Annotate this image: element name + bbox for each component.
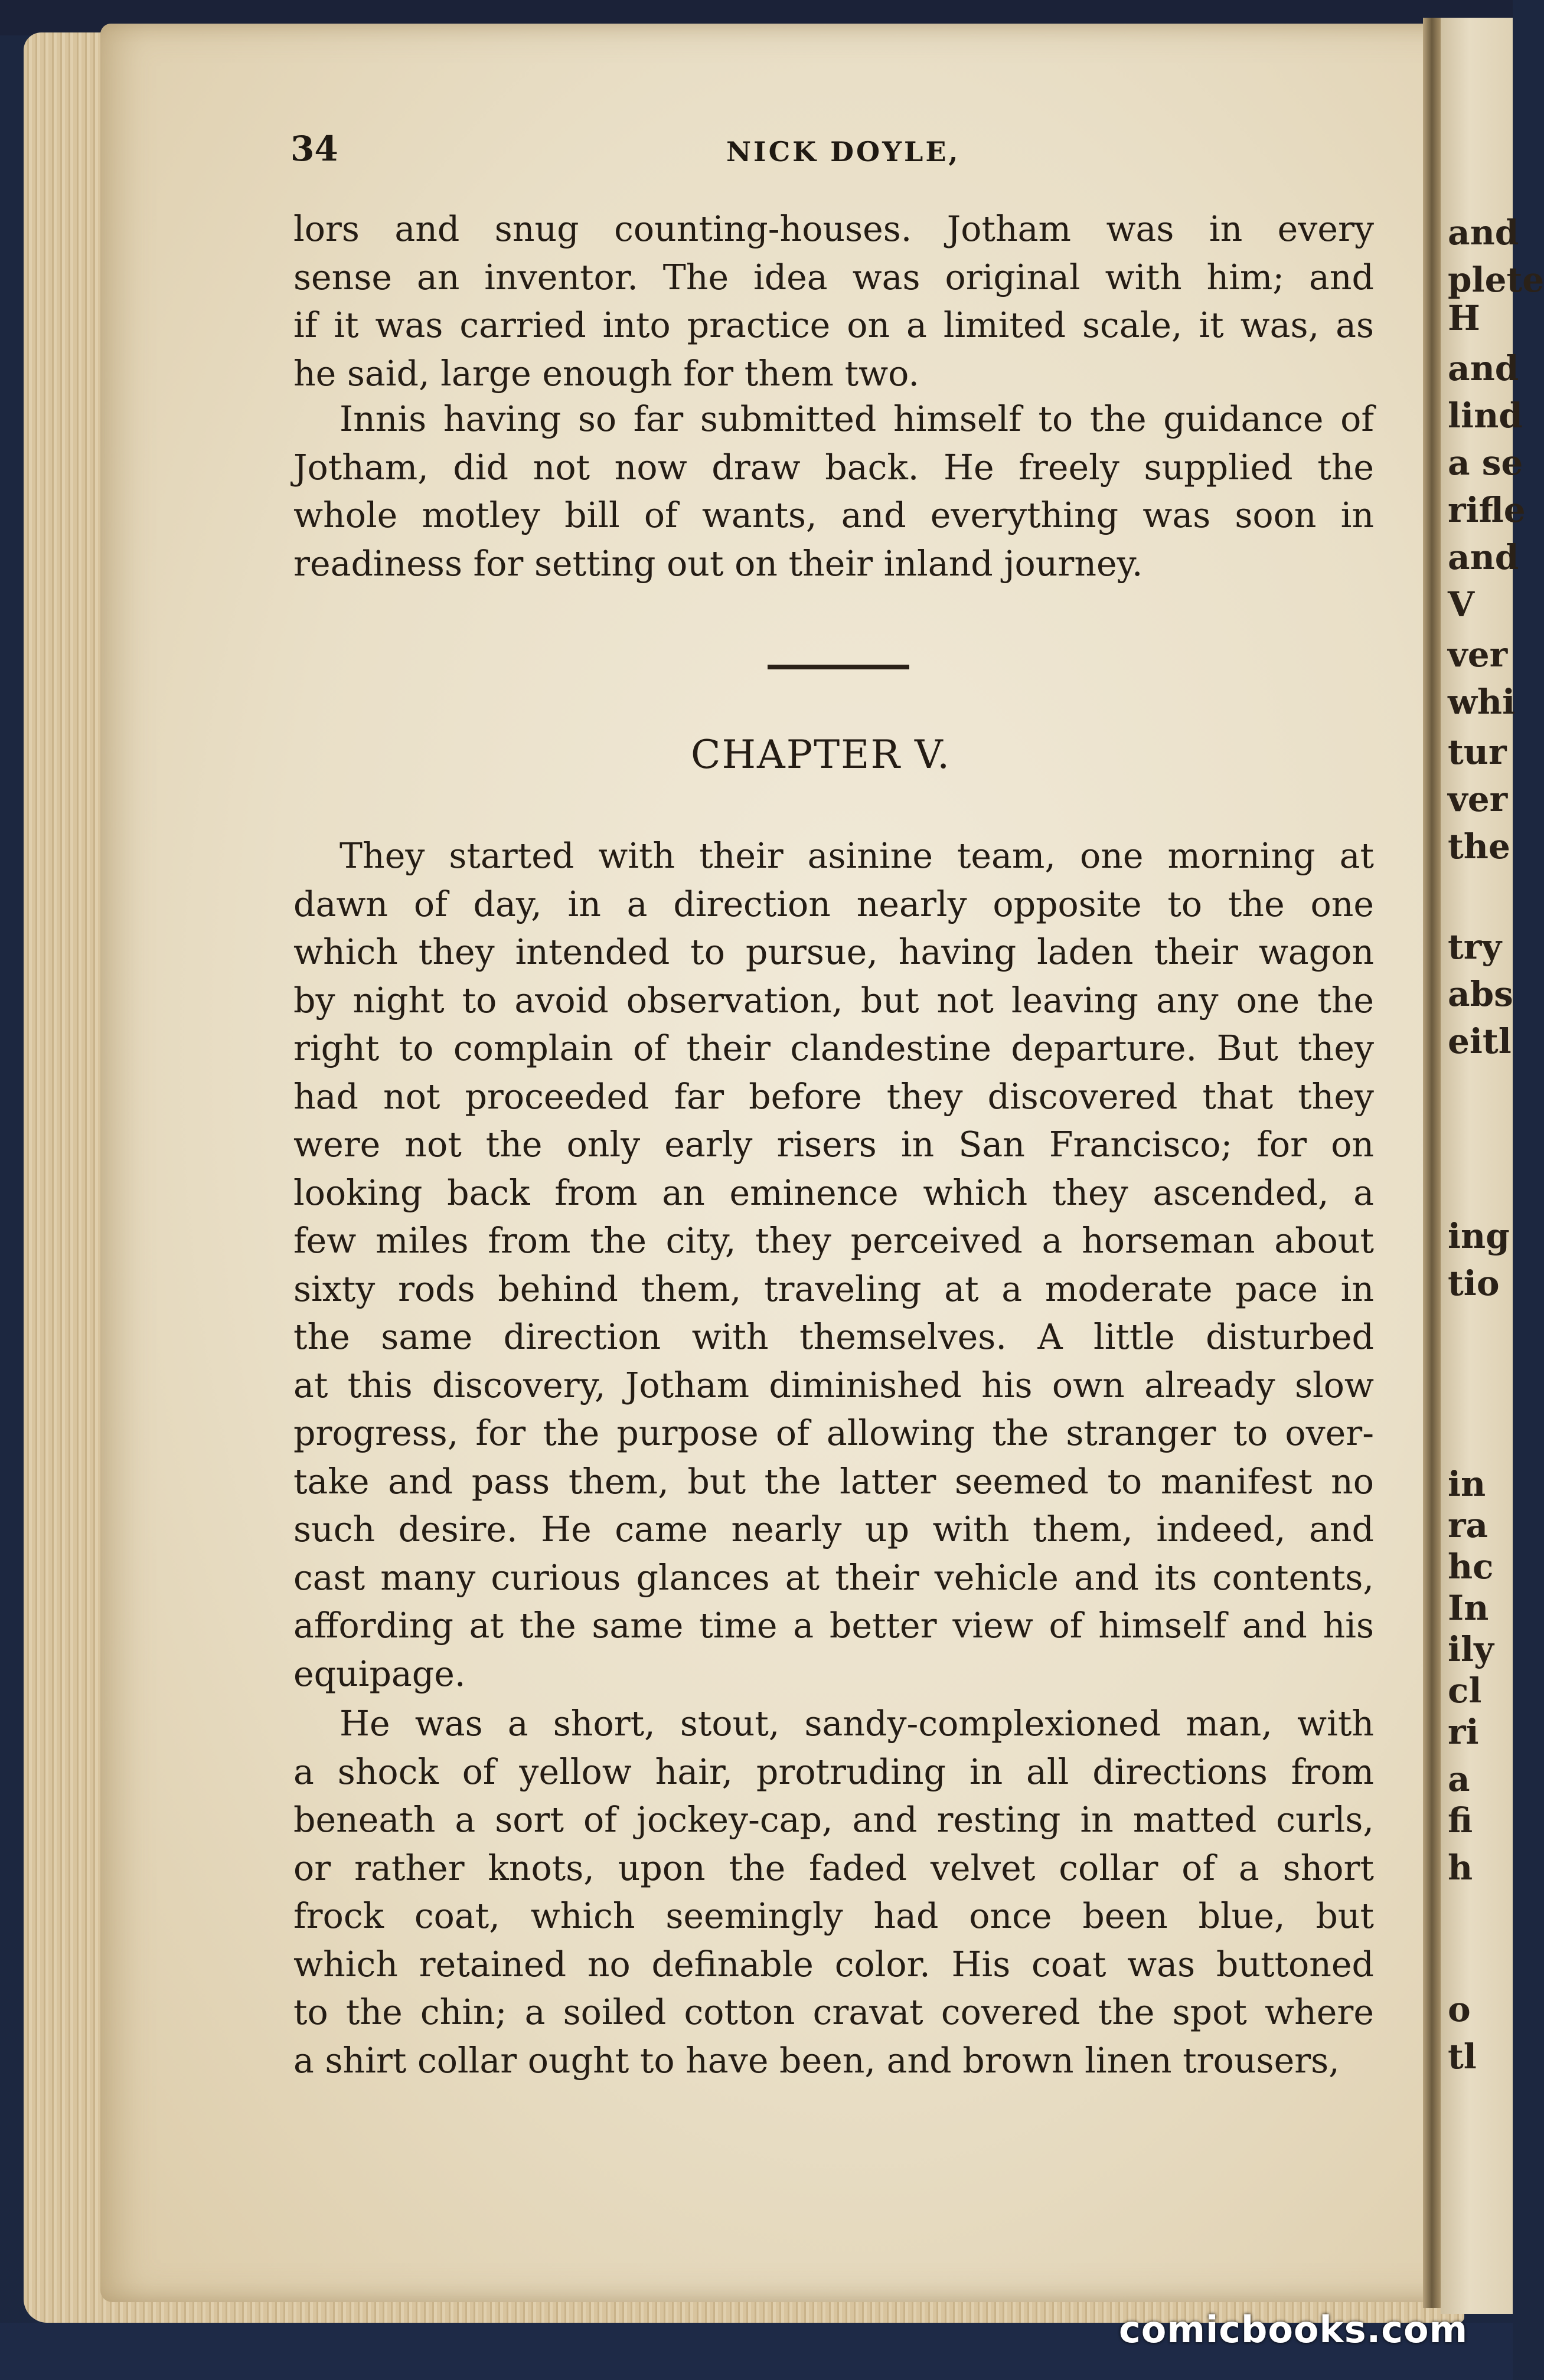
facing-page-fragment: tl — [1448, 2036, 1477, 2077]
book-gutter — [1423, 18, 1441, 2308]
facing-page-fragment: and — [1448, 212, 1519, 253]
facing-page-fragment: try — [1448, 927, 1502, 967]
facing-page-edge — [1441, 18, 1544, 2314]
facing-page-fragment: tur — [1448, 732, 1507, 772]
text-line: progress, for the purpose of allowing the stranger to over- — [293, 1413, 1374, 1453]
text-line: had not proceeded far before they discovered that they — [293, 1076, 1374, 1117]
text-line: frock coat, which seemingly had once been blue, but — [293, 1896, 1374, 1936]
facing-page-fragment: in — [1448, 1464, 1486, 1504]
facing-page-fragment: o — [1448, 1989, 1471, 2029]
facing-page-fragment: a se — [1448, 443, 1523, 483]
facing-page-fragment: ver — [1448, 635, 1508, 675]
text-line: affording at the same time a better view of himself and his — [293, 1606, 1374, 1646]
text-line: by night to avoid observation, but not leaving any one the — [293, 980, 1374, 1021]
watermark: comicbooks.com — [1119, 2308, 1468, 2351]
text-line: sixty rods behind them, traveling at a moderate pace in — [293, 1269, 1374, 1309]
text-line: lors and snug counting-houses. Jotham was in every — [293, 209, 1374, 249]
facing-page-fragment: a — [1448, 1759, 1470, 1799]
text-line: a shock of yellow hair, protruding in all directions from — [293, 1751, 1374, 1792]
text-line: few miles from the city, they perceived a horseman about — [293, 1221, 1374, 1261]
facing-page-fragment: tio — [1448, 1263, 1500, 1303]
facing-page-fragment: lind — [1448, 395, 1523, 436]
facing-page-fragment: eitl — [1448, 1021, 1512, 1061]
facing-page-fragment: h — [1448, 1848, 1473, 1888]
text-line: beneath a sort of jockey-cap, and resting in matted curls, — [293, 1800, 1374, 1840]
paragraph-4 — [293, 1700, 1374, 2085]
facing-page-fragment: cl — [1448, 1670, 1482, 1711]
chapter-heading: CHAPTER V. — [691, 732, 951, 777]
facing-page-fragment: fi — [1448, 1800, 1473, 1840]
facing-page-fragment: ra — [1448, 1505, 1488, 1545]
paragraph-1 — [293, 205, 1374, 398]
facing-page-fragment: ri — [1448, 1712, 1479, 1752]
text-line: They started with their asinine team, one morning at — [340, 836, 1374, 876]
facing-page-fragment: and — [1448, 537, 1519, 577]
facing-page-fragment: V — [1448, 584, 1475, 625]
text-line: if it was carried into practice on a limited scale, it was, as — [293, 305, 1374, 345]
text-line: cast many curious glances at their vehicle and its contents, — [293, 1557, 1374, 1598]
text-line: readiness for setting out on their inland journey. — [293, 543, 1143, 584]
facing-page-fragment: ver — [1448, 779, 1508, 819]
text-line: Innis having so far submitted himself to the guidance of — [340, 399, 1374, 439]
facing-page-fragment: ily — [1448, 1629, 1494, 1669]
text-line: which retained no definable color. His coat was buttoned — [293, 1944, 1374, 1985]
running-title: NICK DOYLE, — [726, 136, 961, 168]
facing-page-fragment: whi — [1448, 682, 1516, 722]
text-line: such desire. He came nearly up with them, indeed, and — [293, 1509, 1374, 1549]
text-line: take and pass them, but the latter seemed to manifest no — [293, 1461, 1374, 1502]
text-line: or rather knots, upon the faded velvet collar of a short — [293, 1848, 1374, 1888]
facing-page-fragment: H — [1448, 298, 1480, 338]
facing-page-fragment: plete — [1448, 260, 1544, 300]
text-line: to the chin; a soiled cotton cravat covered the spot where — [293, 1992, 1374, 2032]
paragraph-3 — [293, 832, 1374, 1698]
facing-page-fragment: hc — [1448, 1547, 1494, 1587]
text-line: which they intended to pursue, having laden their wagon — [293, 932, 1374, 972]
text-line: at this discovery, Jotham diminished his own already slow — [293, 1365, 1374, 1405]
facing-page-fragment: the — [1448, 826, 1510, 867]
facing-page-fragment: In — [1448, 1588, 1489, 1628]
text-line: He was a short, stout, sandy-complexioned man, with — [340, 1704, 1374, 1744]
paragraph-2 — [293, 395, 1374, 588]
text-line: he said, large enough for them two. — [293, 353, 919, 394]
text-line: right to complain of their clandestine departure. But they — [293, 1028, 1374, 1068]
text-line: looking back from an eminence which they ascended, a — [293, 1172, 1374, 1213]
page-number: 34 — [290, 129, 338, 169]
text-line: were not the only early risers in San Francisco; for on — [293, 1124, 1374, 1165]
text-line: the same direction with themselves. A little disturbed — [293, 1317, 1374, 1357]
text-line: sense an inventor. The idea was original with him; and — [293, 257, 1374, 298]
facing-page-fragment: and — [1448, 348, 1519, 388]
facing-page-fragment: abs — [1448, 974, 1513, 1014]
section-rule — [768, 665, 909, 669]
facing-page-fragment: rifle — [1448, 490, 1526, 530]
text-line: dawn of day, in a direction nearly opposite to the one — [293, 884, 1374, 924]
text-line: whole motley bill of wants, and everything was soon in — [293, 495, 1374, 535]
text-line: Jotham, did not now draw back. He freely supplied the — [293, 447, 1374, 488]
text-line: equipage. — [293, 1653, 466, 1694]
text-line: a shirt collar ought to have been, and brown linen trousers, — [293, 2040, 1340, 2081]
facing-page-fragment: ing — [1448, 1216, 1510, 1256]
